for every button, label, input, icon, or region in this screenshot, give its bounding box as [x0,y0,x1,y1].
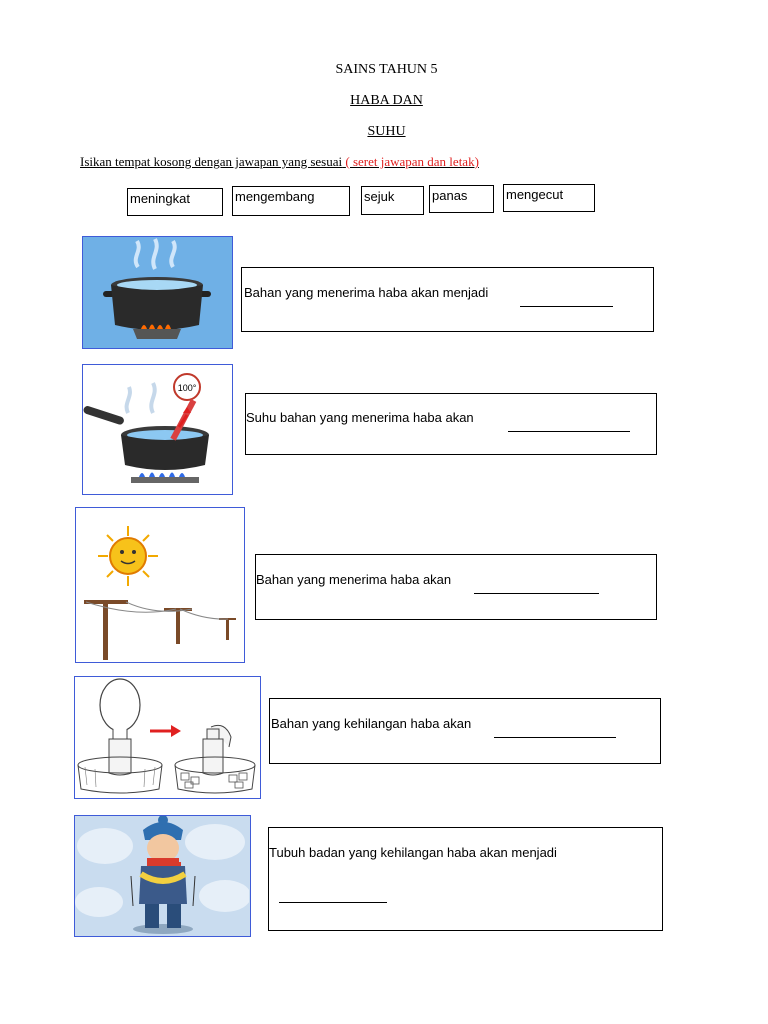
instruction-note: ( seret jawapan dan letak) [345,154,479,169]
question-5-box [268,827,663,931]
instruction [80,154,479,170]
word-panas[interactable]: panas [429,185,494,213]
question-1-answer-blank[interactable] [520,306,613,307]
question-4-box [269,698,661,764]
question-1-box [241,267,654,332]
question-2-box [245,393,657,455]
question-2-answer-blank[interactable] [508,431,630,432]
word-meningkat[interactable]: meningkat [127,188,223,216]
question-3-text: Bahan yang menerima haba akan [256,572,452,587]
question-3-box [255,554,657,620]
balloon-bottle-icon [74,676,261,799]
pot-thermometer-icon [82,364,233,495]
cold-person-icon [74,815,251,937]
word-mengecut[interactable]: mengecut [503,184,595,212]
question-2-text: Suhu bahan yang menerima haba akan [246,410,474,425]
worksheet-title: SAINS TAHUN 5 [335,62,438,77]
word-sejuk[interactable]: sejuk [361,186,424,215]
sun-power-lines-icon [75,507,245,663]
word-mengembang[interactable]: mengembang [232,186,350,216]
question-5-text: Tubuh badan yang kehilangan haba akan menjadi [269,845,557,860]
thermometer-label: 100° [177,383,197,393]
question-4-text: Bahan yang kehilangan haba akan [271,716,472,731]
question-4-answer-blank[interactable] [494,737,616,738]
topic-line-2: SUHU [367,124,406,139]
question-3-answer-blank[interactable] [474,593,599,594]
boiling-pot-icon [82,236,233,349]
question-5-answer-blank[interactable] [279,902,387,903]
topic-line-1: HABA DAN [350,93,423,108]
instruction-text: Isikan tempat kosong dengan jawapan yang sesuai [80,154,343,169]
question-1-text: Bahan yang menerima haba akan menjadi [244,285,489,300]
